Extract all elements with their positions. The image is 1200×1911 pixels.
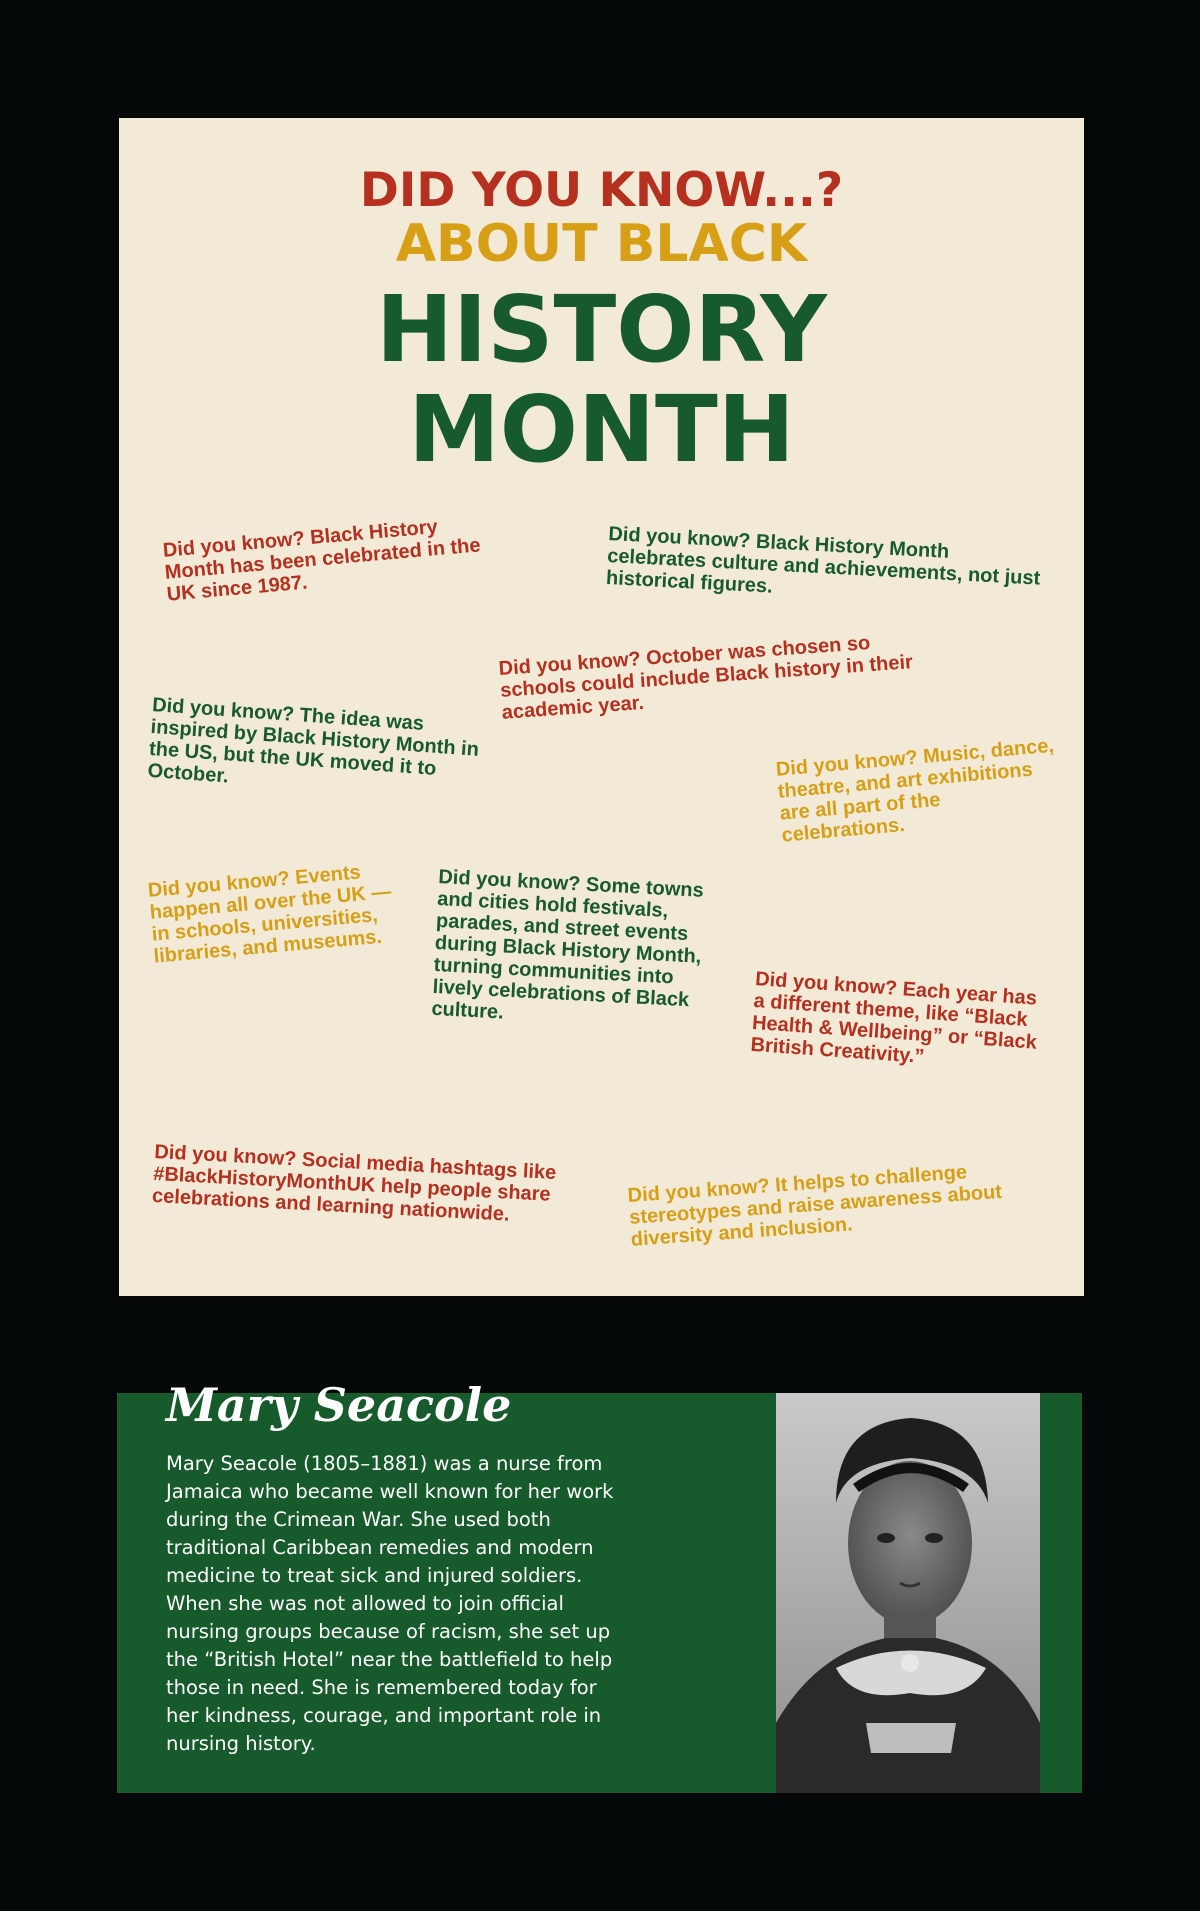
title-line-3: HISTORY	[376, 276, 827, 383]
bio-text: Mary Seacole (1805–1881) was a nurse from Jamaica who became well known for her work during the Crimean War. She used both traditional Caribbean remedies and modern medicine to treat sick and injured soldiers. When she was not allowed to join official nursing groups because of racism, she set up the “British Hotel” near the battlefield to help those in need. She is remembered today for her kindness, courage, and important role in nursing history.	[166, 1452, 614, 1755]
mary-seacole-portrait-icon	[776, 1393, 1040, 1793]
title-line-1: DID YOU KNOW...?	[359, 163, 844, 218]
bio-name: Mary Seacole	[166, 1378, 512, 1432]
fact-6: Did you know? Events happen all over the UK — in schools, universities, libraries, and museums.	[147, 861, 393, 968]
fact-8: Did you know? Each year has a different theme, like “Black Health & Wellbeing” or “Black British Creativity.”	[749, 968, 1038, 1068]
fact-2: Did you know? Black History Month celebrates culture and achievements, not just historical figures.	[605, 523, 1041, 598]
fact-3: Did you know? October was chosen so schools could include Black history in their academic year.	[498, 632, 914, 724]
title-line-4: MONTH	[408, 376, 795, 483]
fact-1: Did you know? Black History Month has been celebrated in the UK since 1987.	[162, 515, 482, 606]
fact-5: Did you know? Music, dance, theatre, and art exhibitions are all part of the celebrations.	[775, 734, 1055, 847]
fact-4: Did you know? The idea was inspired by Black History Month in the US, but the UK moved it to October.	[146, 694, 480, 788]
fact-7: Did you know? Some towns and cities hold festivals, parades, and street events during Black History Month, turning communities into lively celebrations of Black culture.	[430, 866, 705, 1024]
portrait-image	[776, 1393, 1040, 1793]
title-line-2: ABOUT BLACK	[395, 214, 808, 274]
fact-9: Did you know? Social media hashtags like #BlackHistoryMonthUK help people share celebrations and learning nationwide.	[151, 1141, 557, 1226]
fact-10: Did you know? It helps to challenge stereotypes and raise awareness about diversity and inclusion.	[627, 1161, 1003, 1251]
